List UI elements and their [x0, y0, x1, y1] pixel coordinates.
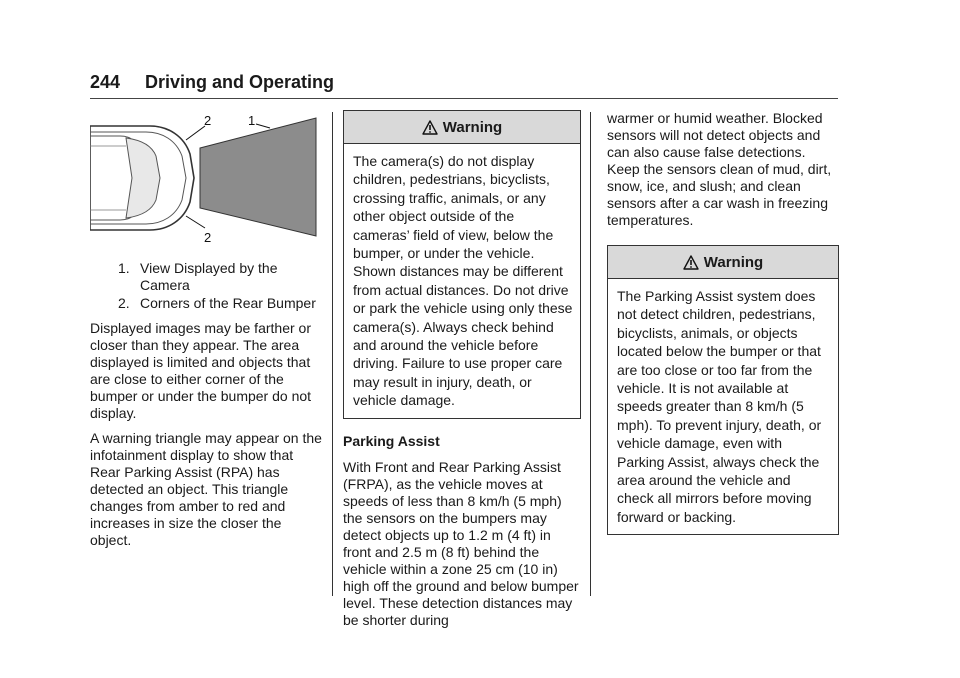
paragraph-parking-assist: With Front and Rear Parking Assist (FRPA), as the vehicle moves at speeds of less than 8 km/h (5 mph) the sensors on the bumpers may detect objects up to 1.2 m (4 ft) in front and 2.5 m (8 ft) behind the vehicle within a zone 25 cm (10 in) high off the ground and below bumper level. These detection distances may be shorter during	[343, 458, 579, 628]
rear-camera-illustration	[90, 110, 322, 250]
warning-header	[344, 111, 580, 144]
callout-2-bottom: 2	[204, 230, 212, 245]
caption-text: View Displayed by the Camera	[140, 260, 278, 293]
warning-box-parking-assist	[607, 245, 839, 535]
callout-leader-top-corner	[186, 126, 205, 140]
column-3	[607, 110, 839, 549]
column-2	[343, 110, 581, 637]
figure-captions	[90, 260, 322, 312]
callout-leader-bottom-corner	[186, 216, 205, 228]
warning-title: Warning	[703, 253, 764, 271]
caption-item	[90, 260, 322, 294]
callout-leader-view	[256, 124, 270, 128]
paragraph-warning-triangle: A warning triangle may appear on the infotainment display to show that Rear Parking Assist (RPA) has detected an object. This triangle changes from amber to red and increases in size the closer the object.	[90, 430, 322, 548]
column-divider	[590, 112, 591, 596]
caption-number: 2.	[118, 295, 130, 311]
warning-body: The Parking Assist system does not detect children, pedestrians, bicyclists, animals, or objects located below the bumper or that are too close or too far from the vehicle. It is not available at speeds greater than 8 km/h (5 mph). To prevent injury, death, or vehicle damage, even with Parking Assist, always check the area around the vehicle and check all mirrors before moving forward or backing.	[617, 288, 822, 525]
callout-2-top: 2	[204, 113, 212, 128]
column-1	[90, 110, 322, 557]
header-rule	[90, 98, 838, 99]
paragraph-displayed-images: Displayed images may be farther or closer than they appear. The area displayed is limited and objects that are close to either corner of the bumper or under the bumper do not display.	[90, 320, 312, 421]
warning-triangle-icon	[683, 255, 699, 270]
caption-number: 1.	[118, 260, 130, 276]
warning-triangle-icon	[422, 120, 438, 135]
camera-view-zone	[200, 118, 316, 236]
warning-title: Warning	[442, 118, 503, 136]
caption-item	[90, 295, 322, 312]
heading-parking-assist: Parking Assist	[343, 432, 440, 449]
paragraph-weather-sensors: warmer or humid weather. Blocked sensors will not detect objects and can also cause false detections. Keep the sensors clean of mud, dirt, snow, ice, and slush; and clean sensors after a car wash in freezing temperatures.	[607, 110, 832, 228]
callout-1: 1	[248, 113, 256, 128]
warning-box-camera	[343, 110, 581, 419]
column-divider	[332, 112, 333, 596]
page-number: 244	[90, 72, 121, 92]
warning-body: The camera(s) do not display children, pedestrians, bicyclists, crossing traffic, animals, or any other object outside of the cameras’ field of view, below the bumper, or under the vehicle. Shown distances may be different from actual distances. Do not drive or park the vehicle using only these camera(s). Always check behind and around the vehicle before driving. Failure to use proper care may result in injury, death, or vehicle damage.	[353, 153, 573, 409]
caption-text: Corners of the Rear Bumper	[140, 295, 316, 311]
section-title: Driving and Operating	[145, 72, 335, 92]
page-header	[90, 70, 838, 100]
rear-camera-figure	[90, 110, 322, 250]
warning-header	[608, 246, 838, 279]
